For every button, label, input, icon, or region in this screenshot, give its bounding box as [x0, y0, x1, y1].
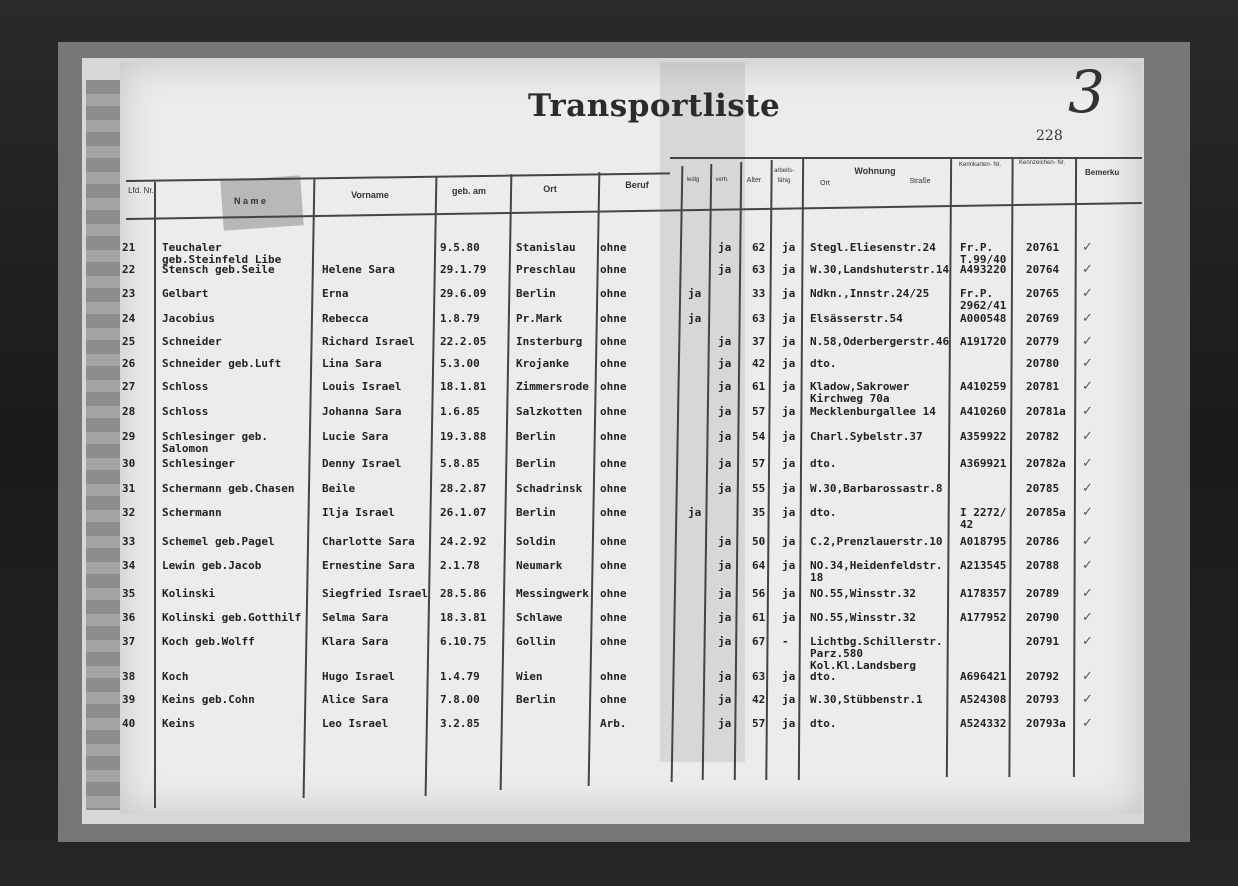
- check-mark-icon: ✓: [1082, 634, 1093, 649]
- row-number: 26: [122, 357, 136, 370]
- cell-kennzeichen: 20781: [1026, 380, 1060, 393]
- cell-arbeitsfaehig: ja: [782, 287, 796, 300]
- cell-beruf: ohne: [600, 430, 627, 443]
- cell-geb: 19.3.88: [440, 430, 487, 443]
- cell-alter: 57: [752, 457, 766, 470]
- cell-geb: 5.8.85: [440, 457, 480, 470]
- cell-wohnung: NO.34,Heidenfeldstr. 18: [810, 559, 943, 584]
- row-number: 28: [122, 405, 136, 418]
- cell-verh: ja: [718, 263, 732, 276]
- cell-beruf: ohne: [600, 312, 627, 325]
- cell-wohnung: Kladow,Sakrower Kirchweg 70a: [810, 380, 910, 405]
- cell-alter: 63: [752, 670, 766, 683]
- cell-beruf: ohne: [600, 241, 627, 254]
- cell-name: Keins geb.Cohn: [162, 693, 255, 706]
- cell-ort: Schadrinsk: [516, 482, 583, 495]
- cell-wohnung: Ndkn.,Innstr.24/25: [810, 287, 930, 300]
- cell-wohnung: NO.55,Winsstr.32: [810, 611, 916, 624]
- row-number: 21: [122, 241, 136, 254]
- check-mark-icon: ✓: [1082, 262, 1093, 277]
- cell-kennkarte: A178357: [960, 587, 1007, 600]
- cell-arbeitsfaehig: ja: [782, 482, 796, 495]
- cell-vorname: Lina Sara: [322, 357, 382, 370]
- header-geb: geb. am: [451, 186, 486, 196]
- cell-verh: ja: [718, 482, 732, 495]
- cell-kennkarte: A524308: [960, 693, 1007, 706]
- cell-ort: Berlin: [516, 693, 556, 706]
- cell-kennkarte: Fr.P. T.99/40: [960, 241, 1007, 266]
- cell-alter: 61: [752, 611, 766, 624]
- cell-arbeitsfaehig: ja: [782, 693, 796, 706]
- cell-vorname: Hugo Israel: [322, 670, 395, 683]
- cell-alter: 62: [752, 241, 766, 254]
- cell-kennzeichen: 20781a: [1026, 405, 1066, 418]
- cell-kennzeichen: 20789: [1026, 587, 1060, 600]
- cell-name: Keins: [162, 717, 196, 730]
- cell-kennzeichen: 20792: [1026, 670, 1060, 683]
- check-mark-icon: ✓: [1082, 456, 1093, 471]
- cell-arbeitsfaehig: ja: [782, 457, 796, 470]
- cell-arbeitsfaehig: ja: [782, 263, 796, 276]
- cell-vorname: Lucie Sara: [322, 430, 389, 443]
- header-ort: Ort: [543, 184, 557, 194]
- row-number: 36: [122, 611, 136, 624]
- cell-ort: Insterburg: [516, 335, 583, 348]
- cell-verh: ja: [718, 635, 732, 648]
- cell-vorname: Louis Israel: [322, 380, 402, 393]
- row-number: 37: [122, 635, 136, 648]
- cell-ort: Pr.Mark: [516, 312, 563, 325]
- cell-alter: 67: [752, 635, 766, 648]
- cell-alter: 56: [752, 587, 766, 600]
- cell-geb: 28.5.86: [440, 587, 487, 600]
- cell-ort: Wien: [516, 670, 543, 683]
- cell-verh: ja: [718, 587, 732, 600]
- cell-name: Schneider: [162, 335, 222, 348]
- cell-wohnung: dto.: [810, 357, 837, 370]
- cell-alter: 33: [752, 287, 766, 300]
- row-number: 39: [122, 693, 136, 706]
- cell-wohnung: dto.: [810, 717, 837, 730]
- cell-alter: 42: [752, 693, 766, 706]
- cell-vorname: Erna: [322, 287, 349, 300]
- cell-alter: 63: [752, 263, 766, 276]
- cell-arbeitsfaehig: ja: [782, 506, 796, 519]
- cell-geb: 3.2.85: [440, 717, 480, 730]
- cell-wohnung: Elsässerstr.54: [810, 312, 903, 325]
- header-vorname: Vorname: [351, 190, 389, 200]
- check-mark-icon: ✓: [1082, 534, 1093, 549]
- header-ledig: ledig: [686, 177, 700, 183]
- cell-ledig: ja: [688, 287, 702, 300]
- cell-kennkarte: A524332: [960, 717, 1007, 730]
- cell-alter: 57: [752, 717, 766, 730]
- cell-beruf: ohne: [600, 482, 627, 495]
- header-kennzeichen: Kennzeichen- Nr.: [1018, 160, 1066, 166]
- cell-vorname: Selma Sara: [322, 611, 389, 624]
- header-bemerkung: Bemerku: [1085, 168, 1120, 177]
- cell-kennkarte: A410259: [960, 380, 1007, 393]
- cell-ort: Salzkotten: [516, 405, 583, 418]
- cell-wohnung: Stegl.Eliesenstr.24: [810, 241, 936, 254]
- page-number: 228: [1036, 128, 1063, 144]
- check-mark-icon: ✓: [1082, 505, 1093, 520]
- cell-geb: 29.6.09: [440, 287, 487, 300]
- row-number: 38: [122, 670, 136, 683]
- cell-vorname: Richard Israel: [322, 335, 415, 348]
- cell-beruf: ohne: [600, 635, 627, 648]
- cell-alter: 42: [752, 357, 766, 370]
- cell-geb: 18.3.81: [440, 611, 487, 624]
- cell-wohnung: dto.: [810, 670, 837, 683]
- cell-beruf: ohne: [600, 535, 627, 548]
- cell-name: Schneider geb.Luft: [162, 357, 282, 370]
- cell-alter: 50: [752, 535, 766, 548]
- cell-vorname: Ernestine Sara: [322, 559, 415, 572]
- cell-geb: 1.8.79: [440, 312, 480, 325]
- cell-kennkarte: A359922: [960, 430, 1007, 443]
- header-arbeitsfaehig: arbeits- fähig: [773, 168, 794, 184]
- cell-name: Lewin geb.Jacob: [162, 559, 262, 572]
- cell-kennkarte: A213545: [960, 559, 1007, 572]
- cell-name: Teuchaler geb.Steinfeld Libe: [162, 241, 282, 266]
- check-mark-icon: ✓: [1082, 692, 1093, 707]
- cell-name: Schloss: [162, 405, 209, 418]
- cell-ledig: ja: [688, 506, 702, 519]
- cell-name: Stensch geb.Seile: [162, 263, 275, 276]
- cell-vorname: Ilja Israel: [322, 506, 395, 519]
- cell-ort: Berlin: [516, 506, 556, 519]
- cell-wohnung: NO.55,Winsstr.32: [810, 587, 916, 600]
- row-number: 25: [122, 335, 136, 348]
- cell-alter: 63: [752, 312, 766, 325]
- cell-vorname: Leo Israel: [322, 717, 389, 730]
- cell-kennzeichen: 20780: [1026, 357, 1060, 370]
- cell-verh: ja: [718, 559, 732, 572]
- cell-verh: ja: [718, 670, 732, 683]
- cell-vorname: Beile: [322, 482, 356, 495]
- cell-name: Schlesinger: [162, 457, 235, 470]
- check-mark-icon: ✓: [1082, 429, 1093, 444]
- cell-verh: ja: [718, 457, 732, 470]
- cell-beruf: ohne: [600, 506, 627, 519]
- check-mark-icon: ✓: [1082, 558, 1093, 573]
- cell-alter: 64: [752, 559, 766, 572]
- check-mark-icon: ✓: [1082, 586, 1093, 601]
- cell-geb: 9.5.80: [440, 241, 480, 254]
- cell-geb: 26.1.07: [440, 506, 487, 519]
- cell-name: Koch geb.Wolff: [162, 635, 255, 648]
- row-number: 27: [122, 380, 136, 393]
- cell-arbeitsfaehig: ja: [782, 335, 796, 348]
- row-number: 29: [122, 430, 136, 443]
- cell-ort: Neumark: [516, 559, 563, 572]
- cell-beruf: ohne: [600, 263, 627, 276]
- cell-arbeitsfaehig: ja: [782, 611, 796, 624]
- cell-arbeitsfaehig: -: [782, 635, 789, 648]
- check-mark-icon: ✓: [1082, 334, 1093, 349]
- row-number: 35: [122, 587, 136, 600]
- cell-kennzeichen: 20793a: [1026, 717, 1066, 730]
- cell-vorname: Rebecca: [322, 312, 369, 325]
- cell-vorname: Klara Sara: [322, 635, 389, 648]
- cell-verh: ja: [718, 717, 732, 730]
- cell-beruf: ohne: [600, 670, 627, 683]
- row-number: 23: [122, 287, 136, 300]
- header-wohnung: Wohnung: [854, 166, 896, 176]
- cell-kennkarte: Fr.P. 2962/41: [960, 287, 1007, 312]
- cell-arbeitsfaehig: ja: [782, 312, 796, 325]
- header-beruf: Beruf: [625, 180, 649, 190]
- cell-kennzeichen: 20791: [1026, 635, 1060, 648]
- check-mark-icon: ✓: [1082, 404, 1093, 419]
- row-number: 30: [122, 457, 136, 470]
- cell-wohnung: C.2,Prenzlauerstr.10: [810, 535, 943, 548]
- cell-geb: 29.1.79: [440, 263, 487, 276]
- cell-kennkarte: A696421: [960, 670, 1007, 683]
- cell-verh: ja: [718, 693, 732, 706]
- cell-geb: 22.2.05: [440, 335, 487, 348]
- cell-arbeitsfaehig: ja: [782, 380, 796, 393]
- cell-ort: Berlin: [516, 287, 556, 300]
- cell-kennzeichen: 20790: [1026, 611, 1060, 624]
- cell-kennkarte: A018795: [960, 535, 1007, 548]
- cell-wohnung: N.58,Oderbergerstr.46: [810, 335, 950, 348]
- row-number: 32: [122, 506, 136, 519]
- row-number: 31: [122, 482, 136, 495]
- cell-ledig: ja: [688, 312, 702, 325]
- row-number: 40: [122, 717, 136, 730]
- cell-name: Schloss: [162, 380, 209, 393]
- cell-kennzeichen: 20785a: [1026, 506, 1066, 519]
- check-mark-icon: ✓: [1082, 669, 1093, 684]
- cell-verh: ja: [718, 335, 732, 348]
- cell-wohnung: dto.: [810, 457, 837, 470]
- cell-beruf: ohne: [600, 693, 627, 706]
- header-name: N a m e: [233, 196, 266, 206]
- cell-alter: 61: [752, 380, 766, 393]
- cell-kennzeichen: 20764: [1026, 263, 1060, 276]
- cell-beruf: ohne: [600, 335, 627, 348]
- cell-geb: 6.10.75: [440, 635, 487, 648]
- cell-kennzeichen: 20793: [1026, 693, 1060, 706]
- cell-verh: ja: [718, 380, 732, 393]
- check-mark-icon: ✓: [1082, 610, 1093, 625]
- cell-alter: 37: [752, 335, 766, 348]
- cell-kennkarte: A410260: [960, 405, 1007, 418]
- cell-beruf: ohne: [600, 587, 627, 600]
- cell-ort: Gollin: [516, 635, 556, 648]
- cell-ort: Stanislau: [516, 241, 576, 254]
- cell-kennzeichen: 20786: [1026, 535, 1060, 548]
- cell-verh: ja: [718, 430, 732, 443]
- row-number: 34: [122, 559, 136, 572]
- col-line: [154, 182, 156, 808]
- cell-ort: Krojanke: [516, 357, 569, 370]
- cell-alter: 54: [752, 430, 766, 443]
- cell-verh: ja: [718, 357, 732, 370]
- cell-arbeitsfaehig: ja: [782, 559, 796, 572]
- cell-kennkarte: A191720: [960, 335, 1007, 348]
- cell-alter: 55: [752, 482, 766, 495]
- header-kennkarten: Kennkarten- Nr.: [958, 162, 1002, 168]
- cell-beruf: ohne: [600, 611, 627, 624]
- cell-arbeitsfaehig: ja: [782, 535, 796, 548]
- row-number: 33: [122, 535, 136, 548]
- header-alter: Alter: [746, 177, 762, 184]
- row-number: 24: [122, 312, 136, 325]
- cell-ort: Zimmersrode: [516, 380, 589, 393]
- cell-verh: ja: [718, 241, 732, 254]
- cell-vorname: Alice Sara: [322, 693, 389, 706]
- cell-name: Gelbart: [162, 287, 209, 300]
- cell-arbeitsfaehig: ja: [782, 587, 796, 600]
- cell-kennzeichen: 20785: [1026, 482, 1060, 495]
- cell-kennkarte: I 2272/ 42: [960, 506, 1007, 531]
- cell-arbeitsfaehig: ja: [782, 430, 796, 443]
- check-mark-icon: ✓: [1082, 716, 1093, 731]
- cell-geb: 1.6.85: [440, 405, 480, 418]
- cell-name: Schlesinger geb. Salomon: [162, 430, 268, 455]
- cell-verh: ja: [718, 535, 732, 548]
- cell-geb: 28.2.87: [440, 482, 487, 495]
- cell-name: Kolinski: [162, 587, 215, 600]
- cell-kennkarte: A369921: [960, 457, 1007, 470]
- row-number: 22: [122, 263, 136, 276]
- cell-name: Schermann geb.Chasen: [162, 482, 295, 495]
- cell-verh: ja: [718, 611, 732, 624]
- check-mark-icon: ✓: [1082, 240, 1093, 255]
- cell-wohnung: Lichtbg.Schillerstr. Parz.580 Kol.Kl.Landsberg: [810, 635, 943, 672]
- cell-kennkarte: A493220: [960, 263, 1007, 276]
- cell-beruf: Arb.: [600, 717, 627, 730]
- cell-ort: Preschlau: [516, 263, 576, 276]
- cell-geb: 18.1.81: [440, 380, 487, 393]
- cell-beruf: ohne: [600, 380, 627, 393]
- cell-kennzeichen: 20761: [1026, 241, 1060, 254]
- header-lfd: Lfd. Nr.: [128, 186, 154, 195]
- handwritten-number: 3: [1068, 58, 1105, 126]
- cell-arbeitsfaehig: ja: [782, 405, 796, 418]
- check-mark-icon: ✓: [1082, 286, 1093, 301]
- cell-wohnung: Charl.Sybelstr.37: [810, 430, 923, 443]
- cell-alter: 35: [752, 506, 766, 519]
- header-wohnung-strasse: Straße: [909, 178, 931, 185]
- cell-ort: Messingwerk: [516, 587, 589, 600]
- header-verh: verh.: [715, 177, 729, 183]
- cell-geb: 5.3.00: [440, 357, 480, 370]
- cell-name: Koch: [162, 670, 189, 683]
- cell-geb: 24.2.92: [440, 535, 487, 548]
- cell-alter: 57: [752, 405, 766, 418]
- document-title: Transportliste: [528, 88, 781, 124]
- cell-vorname: Denny Israel: [322, 457, 402, 470]
- cell-vorname: Helene Sara: [322, 263, 395, 276]
- cell-kennzeichen: 20769: [1026, 312, 1060, 325]
- cell-geb: 7.8.00: [440, 693, 480, 706]
- cell-name: Kolinski geb.Gotthilf: [162, 611, 302, 624]
- cell-kennzeichen: 20779: [1026, 335, 1060, 348]
- cell-arbeitsfaehig: ja: [782, 670, 796, 683]
- cell-vorname: Charlotte Sara: [322, 535, 415, 548]
- cell-ort: Schlawe: [516, 611, 563, 624]
- cell-kennkarte: A000548: [960, 312, 1007, 325]
- cell-ort: Berlin: [516, 430, 556, 443]
- cell-wohnung: dto.: [810, 506, 837, 519]
- cell-name: Schermann: [162, 506, 222, 519]
- cell-kennzeichen: 20788: [1026, 559, 1060, 572]
- cell-wohnung: W.30,Landshuterstr.14: [810, 263, 950, 276]
- cell-arbeitsfaehig: ja: [782, 717, 796, 730]
- check-mark-icon: ✓: [1082, 481, 1093, 496]
- cell-kennzeichen: 20782a: [1026, 457, 1066, 470]
- cell-beruf: ohne: [600, 457, 627, 470]
- cell-beruf: ohne: [600, 405, 627, 418]
- cell-arbeitsfaehig: ja: [782, 357, 796, 370]
- cell-verh: ja: [718, 405, 732, 418]
- cell-vorname: Siegfried Israel: [322, 587, 428, 600]
- cell-name: Schemel geb.Pagel: [162, 535, 275, 548]
- header-top-line-right: [670, 157, 1142, 159]
- cell-kennzeichen: 20765: [1026, 287, 1060, 300]
- cell-kennzeichen: 20782: [1026, 430, 1060, 443]
- cell-wohnung: W.30,Stübbenstr.1: [810, 693, 923, 706]
- cell-wohnung: Mecklenburgallee 14: [810, 405, 936, 418]
- header-wohnung-ort: Ort: [820, 180, 830, 187]
- cell-name: Jacobius: [162, 312, 215, 325]
- check-mark-icon: ✓: [1082, 311, 1093, 326]
- check-mark-icon: ✓: [1082, 379, 1093, 394]
- cell-ort: Berlin: [516, 457, 556, 470]
- cell-vorname: Johanna Sara: [322, 405, 402, 418]
- cell-wohnung: W.30,Barbarossastr.8: [810, 482, 943, 495]
- cell-beruf: ohne: [600, 287, 627, 300]
- cell-beruf: ohne: [600, 357, 627, 370]
- cell-ort: Soldin: [516, 535, 556, 548]
- cell-kennkarte: A177952: [960, 611, 1007, 624]
- cell-beruf: ohne: [600, 559, 627, 572]
- cell-arbeitsfaehig: ja: [782, 241, 796, 254]
- cell-geb: 1.4.79: [440, 670, 480, 683]
- cell-geb: 2.1.78: [440, 559, 480, 572]
- check-mark-icon: ✓: [1082, 356, 1093, 371]
